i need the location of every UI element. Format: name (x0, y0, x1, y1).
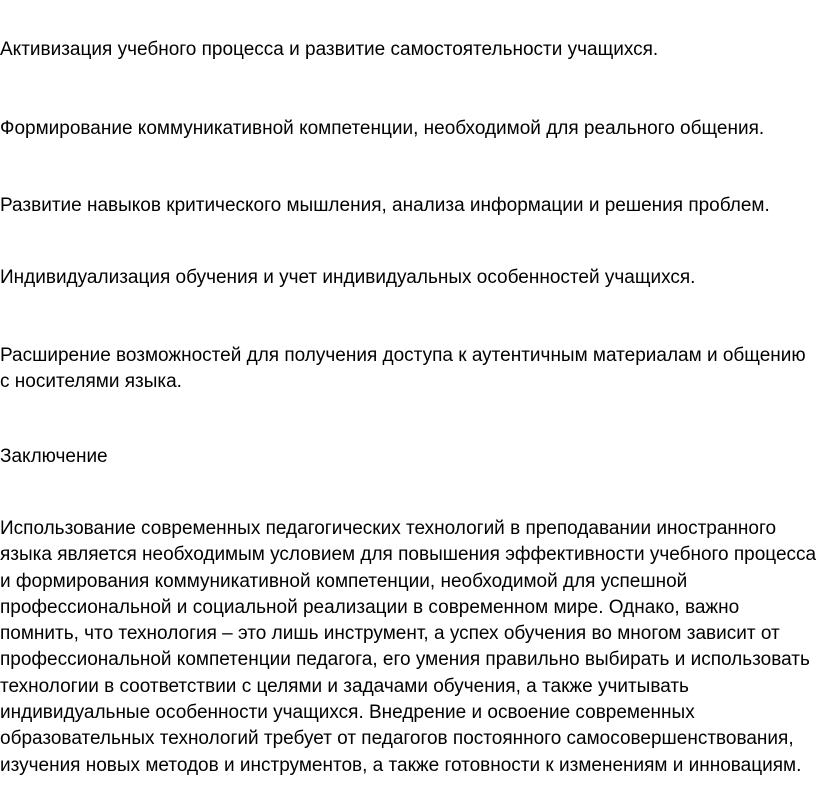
conclusion-line-5: помнить, что технология – это лишь инструмент, а успех обучения во многом зависит от (0, 623, 780, 645)
conclusion-line-10: изучения новых методов и инструментов, а также готовности к изменениям и инновациям. (0, 754, 802, 776)
conclusion-line-1: Использование современных педагогических технологий в преподавании иностранного (0, 518, 777, 539)
list-item-3: Развитие навыков критического мышления, анализа информации и решения проблем. (0, 195, 770, 216)
list-item-2: Формирование коммуникативной компетенции, необходимой для реального общения. (0, 118, 765, 139)
conclusion-line-7: технологии в соответствии с целями и задачами обучения, а также учитывать (0, 675, 689, 697)
conclusion-line-8: индивидуальные особенности учащихся. Внедрение и освоение современных (0, 702, 695, 724)
list-item-5-line-2: с носителями языка. (0, 371, 182, 393)
list-item-4: Индивидуализация обучения и учет индивидуальных особенностей учащихся. (0, 267, 696, 288)
conclusion-line-4: профессиональной и социальной реализации в современном мире. Однако, важно (0, 596, 740, 618)
conclusion-line-9: образовательных технологий требует от педагогов постоянного самосовершенствования, (0, 728, 794, 750)
conclusion-heading: Заключение (0, 446, 108, 467)
list-item-1: Активизация учебного процесса и развитие самостоятельности учащихся. (0, 39, 659, 60)
conclusion-line-6: профессиональной компетенции педагога, его умения правильно выбирать и использовать (0, 649, 810, 671)
conclusion-paragraph (0, 516, 816, 779)
conclusion-line-2: языка является необходимым условием для повышения эффективности учебного процесса (0, 544, 816, 566)
conclusion-line-3: и формирования коммуникативной компетенции, необходимой для успешной (0, 570, 688, 592)
list-item-5-line-1: Расширение возможностей для получения доступа к аутентичным материалам и общению (0, 345, 806, 366)
list-item-5 (0, 343, 806, 396)
